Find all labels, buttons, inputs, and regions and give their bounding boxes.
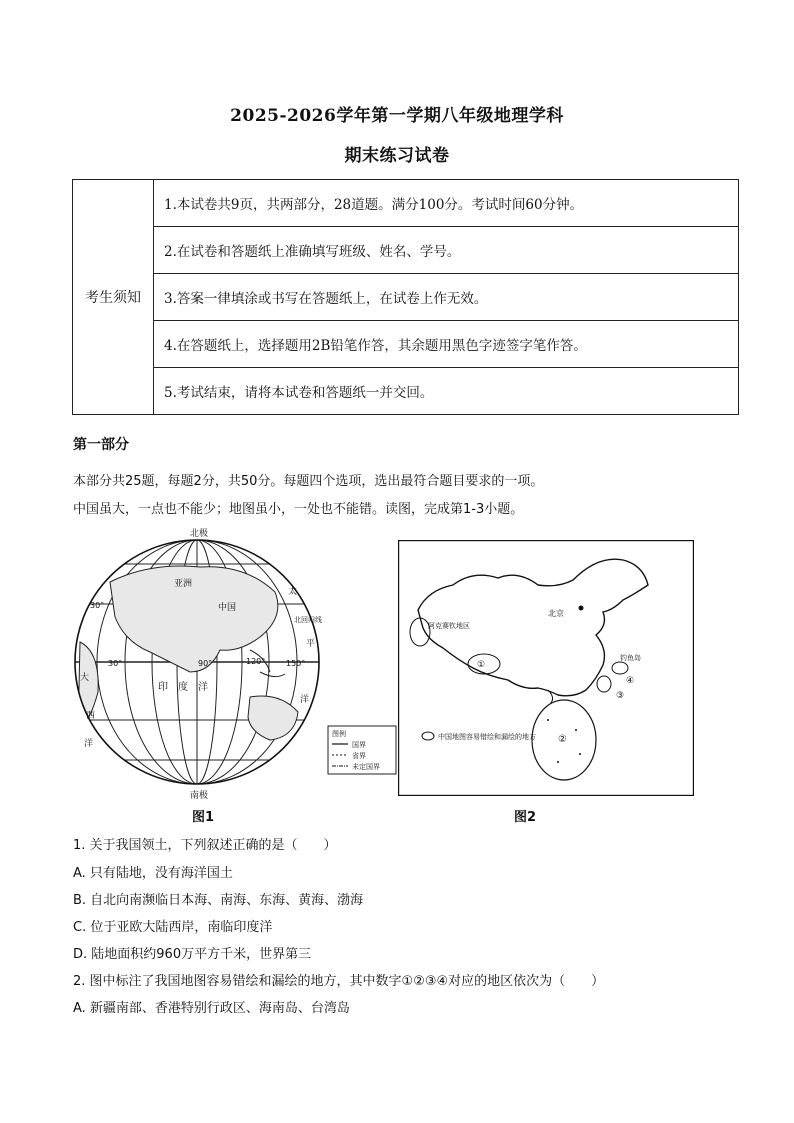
label-pacific-2: 平 bbox=[306, 639, 316, 649]
label-atlantic-3: 洋 bbox=[84, 739, 94, 749]
label-pacific-3: 洋 bbox=[300, 695, 310, 705]
page-title: 2025-2026学年第一学期八年级地理学科 bbox=[230, 106, 564, 126]
figure2-caption: 图2 bbox=[514, 810, 537, 825]
question-2-stem: 2. 图中标注了我国地图容易错绘和漏绘的地方，其中数字①②③④对应的地区依次为（ ） bbox=[73, 974, 605, 989]
question-1-option-d: D. 陆地面积约960万平方千米，世界第三 bbox=[73, 947, 312, 962]
question-1-option-a: A. 只有陆地，没有海洋国土 bbox=[73, 866, 233, 881]
label-atlantic-2: 西 bbox=[86, 711, 96, 721]
notice-item: 1.本试卷共9页，共两部分，28道题。满分100分。考试时间60分钟。 bbox=[154, 180, 739, 227]
label-30n: 30° bbox=[90, 601, 105, 610]
china-map bbox=[398, 540, 694, 796]
label-pacific-1: 太 bbox=[288, 587, 298, 597]
section-title: 第一部分 bbox=[73, 437, 129, 453]
label-atlantic-1: 大 bbox=[80, 673, 90, 683]
label-120e: 120° bbox=[246, 657, 266, 666]
label-90e: 90° bbox=[198, 659, 213, 668]
notice-item: 5.考试结束，请将本试卷和答题纸一并交回。 bbox=[154, 368, 739, 415]
question-1-stem: 1. 关于我国领土，下列叙述正确的是（ ） bbox=[73, 838, 337, 853]
notice-item: 2.在试卷和答题纸上准确填写班级、姓名、学号。 bbox=[154, 227, 739, 274]
label-aksai-chin: 阿克赛钦地区 bbox=[428, 622, 470, 630]
question-2-option-a: A. 新疆南部、香港特别行政区、海南岛、台湾岛 bbox=[73, 1001, 350, 1016]
question-1-option-b: B. 自北向南濒临日本海、南海、东海、黄海、渤海 bbox=[73, 893, 364, 908]
legend-title: 图例 bbox=[332, 730, 346, 738]
notice-item: 3.答案一律填涂或书写在答题纸上，在试卷上作无效。 bbox=[154, 274, 739, 321]
map-legend: 中国地图容易错绘和漏绘的地方 bbox=[438, 733, 536, 741]
exam-notice-table bbox=[72, 179, 739, 415]
legend-item: 未定国界 bbox=[352, 763, 380, 771]
label-north-pole: 北极 bbox=[190, 529, 209, 539]
legend-item: 省界 bbox=[352, 752, 366, 760]
question-1-option-c: C. 位于亚欧大陆西岸，南临印度洋 bbox=[73, 920, 273, 935]
section-intro: 本部分共25题，每题2分，共50分。每题四个选项，选出最符合题目要求的一项。 bbox=[73, 474, 544, 489]
marker-3: ③ bbox=[616, 691, 625, 701]
notice-item: 4.在答题纸上，选择题用2B铅笔作答，其余题用黑色字迹签字笔作答。 bbox=[154, 321, 739, 368]
globe-legend bbox=[328, 726, 396, 774]
label-asia: 亚洲 bbox=[174, 579, 193, 589]
label-30e: 30° bbox=[108, 659, 123, 668]
question-prompt: 中国虽大，一点也不能少；地图虽小，一处也不能错。读图，完成第1-3小题。 bbox=[73, 502, 524, 517]
label-indian-ocean: 印度洋 bbox=[158, 682, 218, 693]
marker-2: ② bbox=[558, 734, 567, 745]
figure1-caption: 图1 bbox=[192, 810, 215, 825]
globe-map bbox=[70, 522, 400, 800]
marker-4: ④ bbox=[626, 676, 635, 686]
label-diaoyu: 钓鱼岛 bbox=[620, 654, 641, 662]
label-tropic: 北回归线 bbox=[294, 616, 322, 624]
label-beijing: 北京 bbox=[548, 609, 564, 618]
label-150e: 150° bbox=[286, 659, 306, 668]
page-subtitle: 期末练习试卷 bbox=[344, 146, 450, 166]
legend-item: 国界 bbox=[352, 741, 366, 749]
marker-1: ① bbox=[477, 660, 486, 670]
label-china: 中国 bbox=[218, 603, 237, 613]
notice-label: 考生须知 bbox=[73, 180, 154, 415]
label-south-pole: 南极 bbox=[190, 791, 209, 800]
